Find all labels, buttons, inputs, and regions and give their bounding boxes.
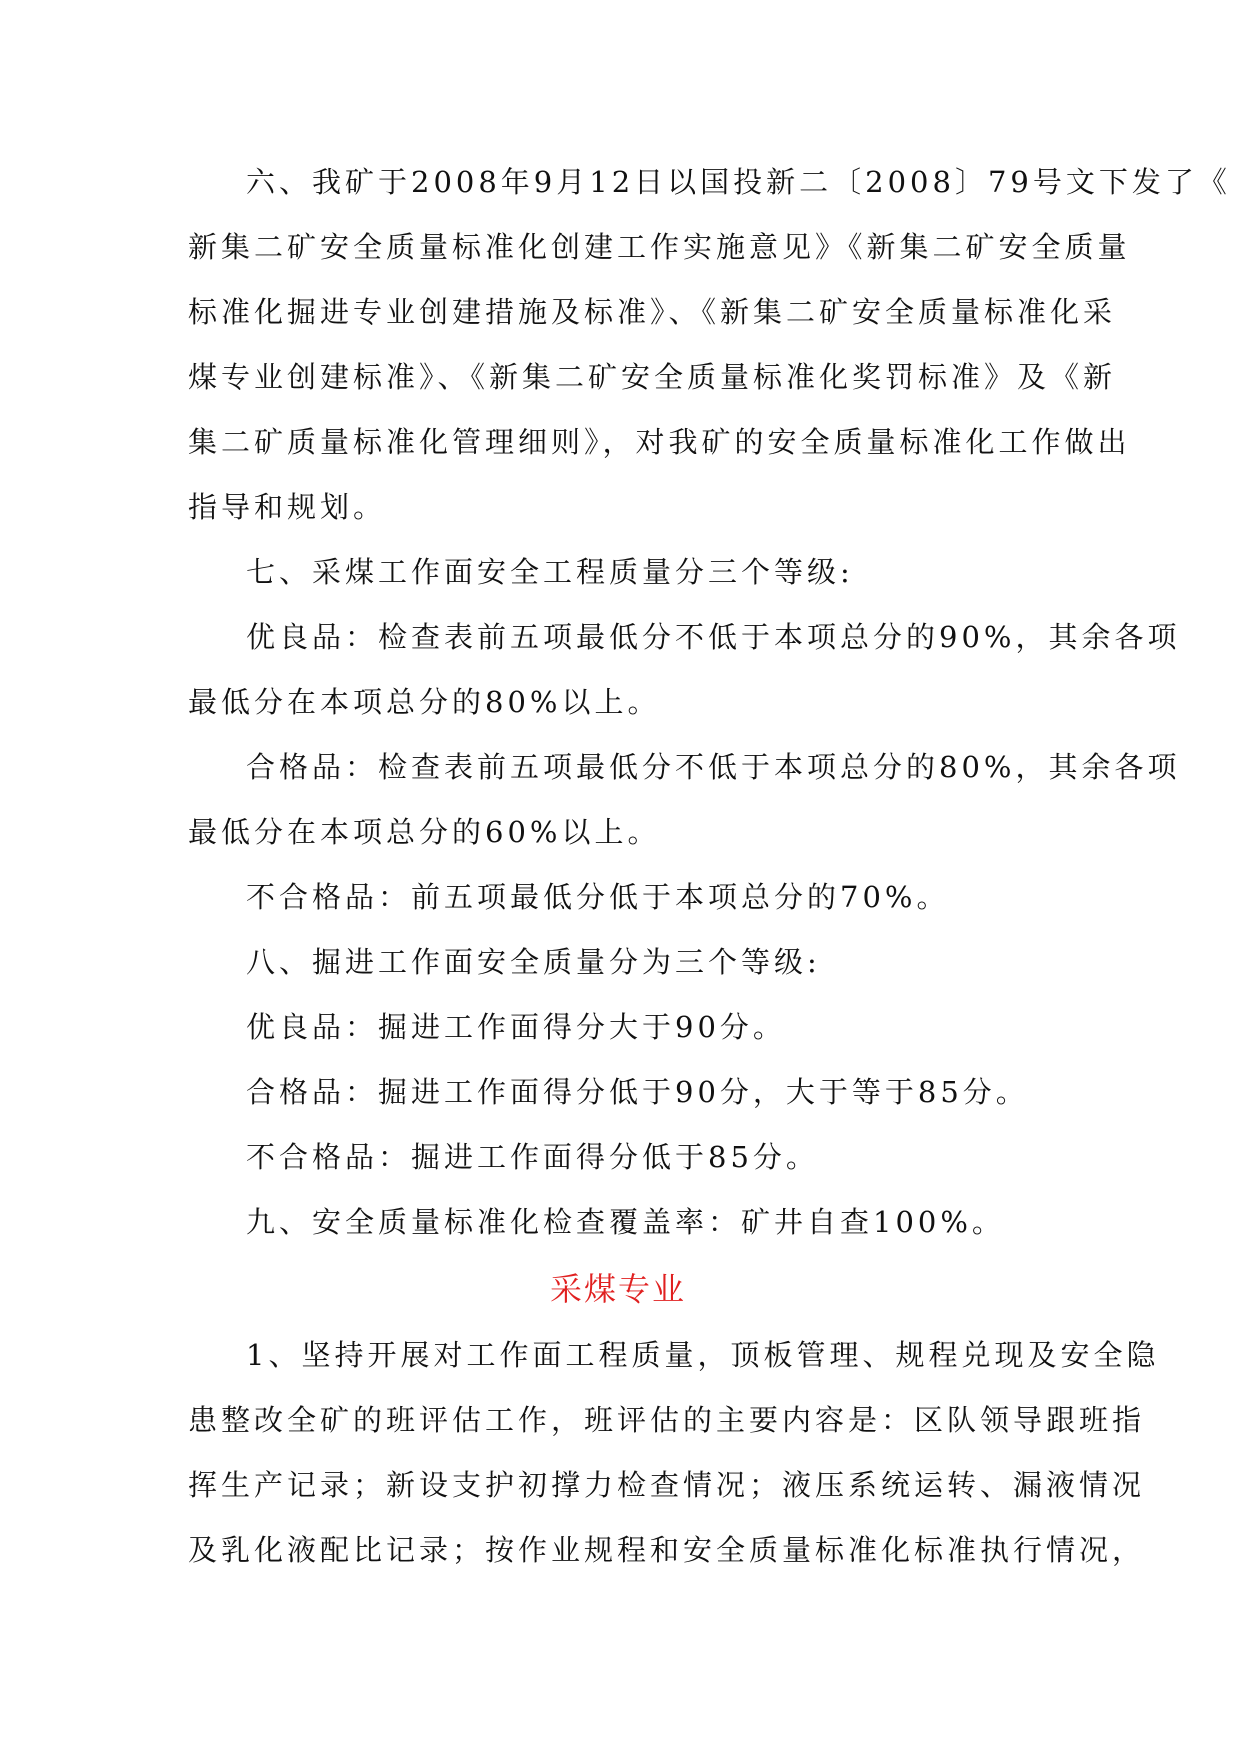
text-line: 患整改全矿的班评估工作，班评估的主要内容是：区队领导跟班指 [188, 1403, 1146, 1437]
text-line: 八、掘进工作面安全质量分为三个等级: [246, 945, 821, 979]
text-line: 1、坚持开展对工作面工程质量，顶板管理、规程兑现及安全隐 [246, 1338, 1160, 1372]
text-line: 不合格品：掘进工作面得分低于85分。 [246, 1140, 819, 1174]
text-line: 指导和规划。 [188, 490, 387, 524]
paragraphs-after-heading [188, 1323, 1160, 1583]
text-line: 新集二矿安全质量标准化创建工作实施意见》《新集二矿安全质量 [188, 230, 1131, 264]
text-line: 最低分在本项总分的80%以上。 [188, 685, 661, 719]
text-line: 挥生产记录；新设支护初撑力检查情况；液压系统运转、漏液情况 [188, 1468, 1146, 1502]
text-line: 合格品：掘进工作面得分低于90分，大于等于85分。 [246, 1075, 1029, 1109]
text-line: 优良品：掘进工作面得分大于90分。 [246, 1010, 786, 1044]
text-line: 最低分在本项总分的60%以上。 [188, 815, 661, 849]
text-line: 六、我矿于2008年9月12日以国投新二〔2008〕79号文下发了《 [246, 165, 1231, 199]
text-line: 七、采煤工作面安全工程质量分三个等级: [246, 555, 854, 589]
text-line: 合格品：检查表前五项最低分不低于本项总分的80%，其余各项 [246, 750, 1181, 784]
document-body [188, 150, 1231, 1583]
text-line: 优良品：检查表前五项最低分不低于本项总分的90%，其余各项 [246, 620, 1181, 654]
text-line: 煤专业创建标准》、《新集二矿安全质量标准化奖罚标准》及《新 [188, 360, 1117, 394]
paragraphs-before-heading [188, 150, 1231, 1255]
text-line: 九、安全质量标准化检查覆盖率：矿井自查100%。 [246, 1205, 1005, 1239]
section-heading: 采煤专业 [549, 1270, 686, 1308]
text-line: 标准化掘进专业创建措施及标准》、《新集二矿安全质量标准化采 [188, 295, 1117, 329]
text-line: 及乳化液配比记录；按作业规程和安全质量标准化标准执行情况， [188, 1533, 1146, 1567]
text-line: 不合格品：前五项最低分低于本项总分的70%。 [246, 880, 950, 914]
text-line: 集二矿质量标准化管理细则》，对我矿的安全质量标准化工作做出 [188, 425, 1131, 459]
